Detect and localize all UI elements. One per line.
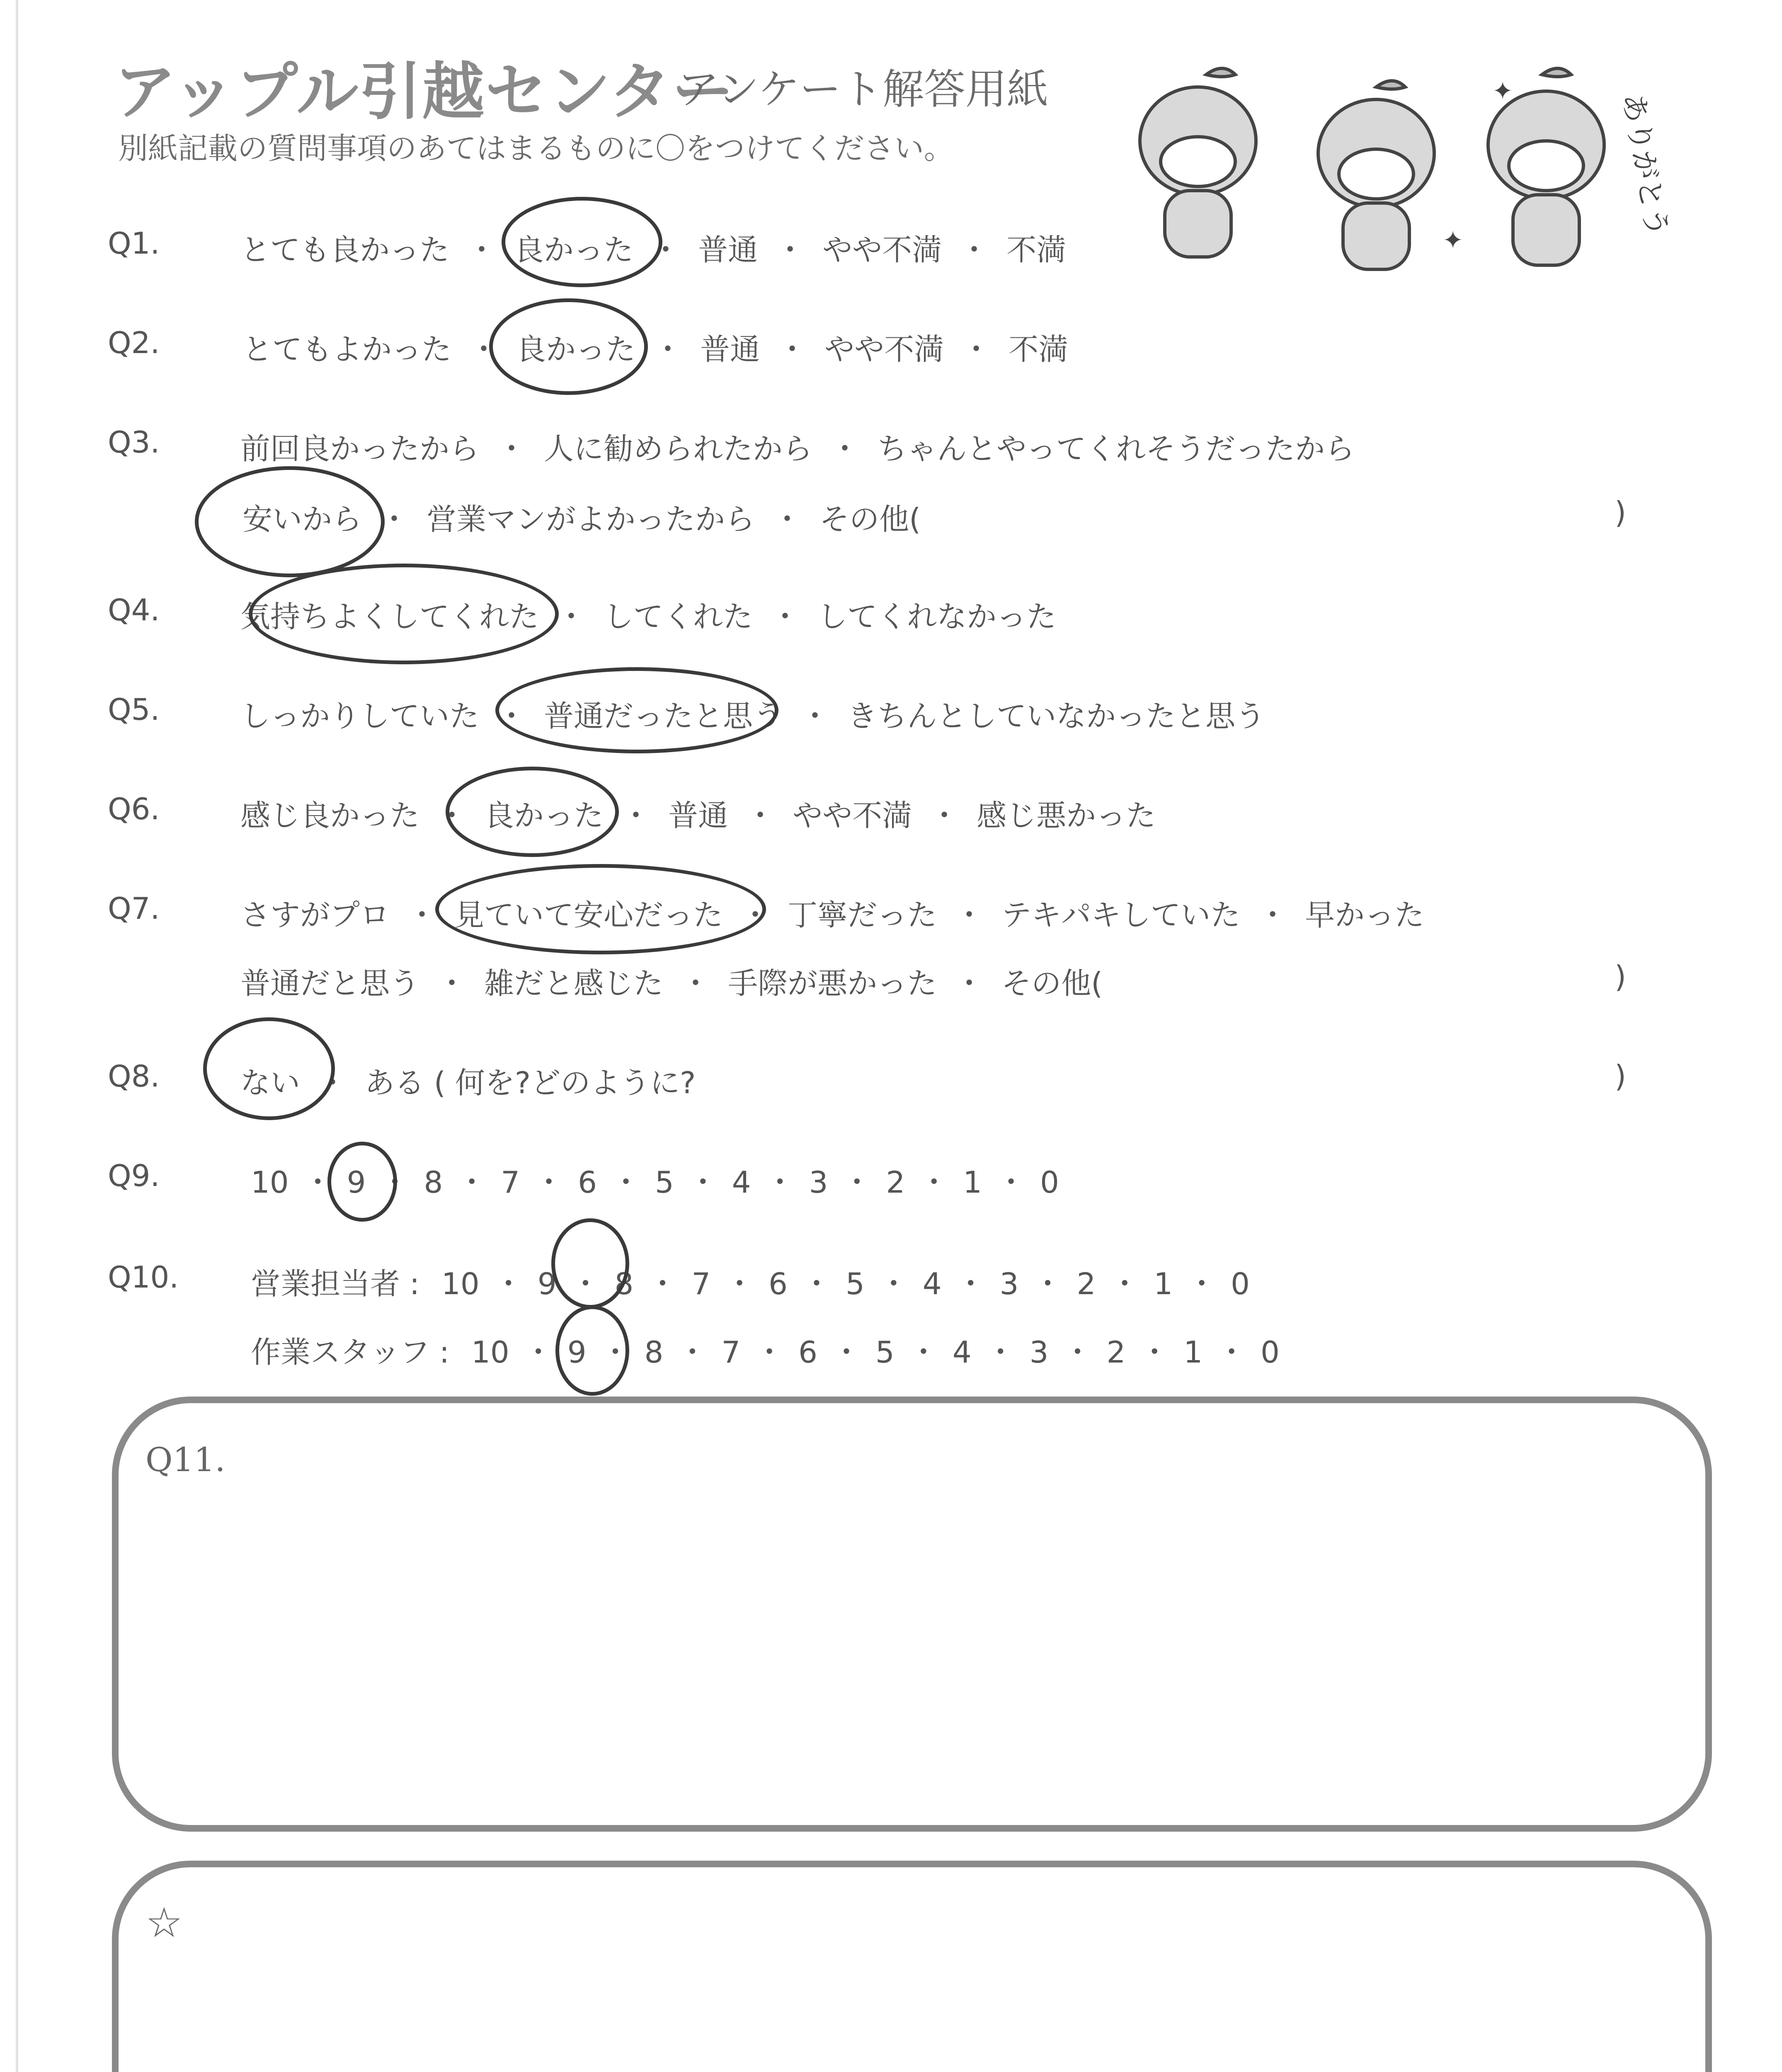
- q10-staff-label: 作業スタッフ :: [251, 1335, 450, 1370]
- q10-staff-score-1[interactable]: 1: [1183, 1335, 1203, 1370]
- q9-label: Q9.: [108, 1158, 160, 1193]
- q2-option-5[interactable]: 不満: [1009, 332, 1069, 367]
- q4-options: 気持ちよくしてくれた ・ してくれた ・ してくれなかった: [240, 593, 1056, 636]
- q1-option-5[interactable]: 不満: [1006, 232, 1067, 267]
- q10-sales-score-1[interactable]: 1: [1154, 1266, 1173, 1301]
- q9-score-6[interactable]: 6: [578, 1165, 597, 1200]
- q10-staff-score-10[interactable]: 10: [471, 1335, 509, 1370]
- q10-sales-score-8[interactable]: 8: [614, 1266, 634, 1301]
- q1-answer-circle: [502, 197, 662, 287]
- q8-options: ない ・ ある ( 何を?どのように?: [240, 1059, 696, 1102]
- q4-label: Q4.: [108, 593, 160, 627]
- q3-close-paren: ): [1615, 495, 1627, 530]
- q2-answer-circle: [489, 298, 648, 395]
- q7-option-4[interactable]: テキパキしていた: [1001, 898, 1241, 932]
- mascot-caption: ありがとう: [1616, 90, 1675, 240]
- q7-option-8[interactable]: 手際が悪かった: [728, 966, 937, 1001]
- q5-option-1[interactable]: しっかりしていた: [240, 699, 480, 733]
- q1-label: Q1.: [108, 226, 160, 261]
- q10-sales-label: 営業担当者 :: [251, 1266, 420, 1301]
- q6-option-4[interactable]: やや不満: [793, 798, 912, 833]
- q9-score-4[interactable]: 4: [732, 1165, 751, 1200]
- q2-option-2[interactable]: 良かった: [516, 332, 636, 367]
- q10-staff-score-9[interactable]: 9: [567, 1335, 587, 1370]
- q4-option-1[interactable]: 気持ちよくしてくれた: [240, 599, 539, 634]
- q10-staff-score-5[interactable]: 5: [875, 1335, 895, 1370]
- q7-option-6[interactable]: 普通だと思う: [240, 966, 420, 1001]
- q5-option-2[interactable]: 普通だったと思う: [544, 699, 783, 733]
- q6-option-1[interactable]: 感じ良かった: [240, 798, 420, 833]
- mascot-illustration: [1127, 58, 1675, 282]
- q3-option-5[interactable]: 営業マンがよかったから: [427, 502, 755, 537]
- q10-staff-score-0[interactable]: 0: [1261, 1335, 1280, 1370]
- q8-option-2[interactable]: ある ( 何を?どのように?: [365, 1065, 696, 1100]
- q2-label: Q2.: [108, 325, 160, 360]
- q7-options-line1: さすがプロ ・ 見ていて安心だった ・ 丁寧だった ・ テキパキしていた ・ 早かった: [240, 891, 1424, 934]
- monkey-left-icon: [1140, 68, 1256, 257]
- q10-staff-score-8[interactable]: 8: [644, 1335, 664, 1370]
- q9-score-10[interactable]: 10: [251, 1165, 289, 1200]
- q9-answer-circle: [327, 1142, 397, 1222]
- q9-score-2[interactable]: 2: [886, 1165, 905, 1200]
- monkey-middle-icon: [1318, 81, 1434, 269]
- q10-staff-score-6[interactable]: 6: [798, 1335, 817, 1370]
- q7-option-2[interactable]: 見ていて安心だった: [454, 898, 723, 932]
- q4-option-3[interactable]: してくれなかった: [817, 599, 1057, 634]
- q4-option-2[interactable]: してくれた: [604, 599, 753, 634]
- q8-answer-circle: [203, 1017, 335, 1120]
- q10-staff-score-7[interactable]: 7: [721, 1335, 741, 1370]
- q2-option-3[interactable]: 普通: [700, 332, 760, 367]
- star-icon: ☆: [145, 1898, 183, 1947]
- q8-option-1[interactable]: ない: [240, 1065, 301, 1100]
- q2-options: とてもよかった ・ 良かった ・ 普通 ・ やや不満 ・ 不満: [242, 325, 1068, 368]
- q10-staff-score-3[interactable]: 3: [1029, 1335, 1049, 1370]
- q1-option-1[interactable]: とても良かった: [240, 232, 450, 267]
- q6-label: Q6.: [108, 792, 160, 826]
- q7-label: Q7.: [108, 891, 160, 926]
- q9-score-0[interactable]: 0: [1040, 1165, 1059, 1200]
- q5-label: Q5.: [108, 692, 160, 727]
- sparkle-icon: ✦: [1492, 77, 1513, 106]
- q10-sales-score-6[interactable]: 6: [769, 1266, 788, 1301]
- q10-sales-score-7[interactable]: 7: [691, 1266, 711, 1301]
- q4-answer-circle: [249, 564, 559, 664]
- q3-option-other[interactable]: その他(: [819, 502, 921, 537]
- q5-options: しっかりしていた ・ 普通だったと思う ・ きちんとしていなかったと思う: [240, 692, 1265, 735]
- q2-option-4[interactable]: やや不満: [824, 332, 944, 367]
- q7-option-7[interactable]: 雑だと感じた: [484, 966, 664, 1001]
- q9-score-5[interactable]: 5: [655, 1165, 674, 1200]
- q7-option-3[interactable]: 丁寧だった: [788, 898, 937, 932]
- q11-comment-box[interactable]: [112, 1397, 1712, 1832]
- q3-label: Q3.: [108, 425, 160, 460]
- q3-option-4[interactable]: 安いから: [242, 502, 362, 537]
- q7-option-1[interactable]: さすがプロ: [240, 898, 390, 932]
- q5-answer-circle: [495, 667, 778, 753]
- q3-options-line1: 前回良かったから ・ 人に勧められたから ・ ちゃんとやってくれそうだったから: [240, 425, 1355, 468]
- q8-close-paren: ): [1615, 1059, 1627, 1094]
- q3-options-line2: 安いから ・ 営業マンがよかったから ・ その他(: [242, 495, 921, 538]
- q10-staff-score-4[interactable]: 4: [952, 1335, 972, 1370]
- q9-score-3[interactable]: 3: [809, 1165, 828, 1200]
- q3-option-3[interactable]: ちゃんとやってくれそうだったから: [877, 431, 1355, 466]
- q1-options: とても良かった ・ 良かった ・ 普通 ・ やや不満 ・ 不満: [240, 226, 1066, 269]
- q7-option-5[interactable]: 早かった: [1305, 898, 1425, 932]
- q9-scale: 10 ・ 9 ・ 8 ・ 7 ・ 6 ・ 5 ・ 4 ・ 3 ・ 2 ・ 1 ・ 0: [251, 1165, 1059, 1200]
- q9-score-1[interactable]: 1: [963, 1165, 982, 1200]
- q9-score-8[interactable]: 8: [424, 1165, 443, 1200]
- q7-answer-circle: [435, 864, 766, 954]
- q10-sales-answer-circle: [551, 1218, 629, 1309]
- q6-option-3[interactable]: 普通: [668, 798, 728, 833]
- q10-sales-row: 営業担当者 : 10 ・ 9 ・ 8 ・ 7 ・ 6 ・ 5 ・ 4 ・ 3 ・ 2 ・ 1 ・ 0: [251, 1266, 1250, 1301]
- q6-option-2[interactable]: 良かった: [484, 798, 604, 833]
- instructions: 別紙記載の質問事項のあてはまるものに〇をつけてください。: [118, 131, 954, 166]
- q10-sales-score-2[interactable]: 2: [1076, 1266, 1096, 1301]
- form-subtitle: アンケート解答用紙: [678, 65, 1048, 114]
- star-comment-box[interactable]: [112, 1861, 1712, 2072]
- q1-option-4[interactable]: やや不満: [822, 232, 942, 267]
- q10-sales-score-10[interactable]: 10: [441, 1266, 480, 1301]
- sparkle-icon: ✦: [1443, 226, 1464, 255]
- q10-sales-score-4[interactable]: 4: [922, 1266, 942, 1301]
- q1-option-2[interactable]: 良かった: [514, 232, 634, 267]
- q10-label: Q10.: [108, 1260, 179, 1295]
- q3-option-2[interactable]: 人に勧められたから: [544, 431, 813, 466]
- q7-option-other[interactable]: その他(: [1001, 966, 1103, 1001]
- q11-label: Q11.: [145, 1440, 225, 1479]
- brand-title: アップル引越センター: [114, 56, 735, 128]
- q3-answer-circle: [195, 466, 385, 577]
- q10-sales-score-0[interactable]: 0: [1231, 1266, 1250, 1301]
- scan-edge: [16, 0, 18, 2072]
- q7-options-line2: 普通だと思う ・ 雑だと感じた ・ 手際が悪かった ・ その他(: [240, 959, 1103, 1002]
- q10-staff-row: 作業スタッフ : 10 ・ 9 ・ 8 ・ 7 ・ 6 ・ 5 ・ 4 ・ 3 ・ 2 ・ 1 ・ 0: [251, 1335, 1280, 1370]
- q9-score-9[interactable]: 9: [347, 1165, 366, 1200]
- q6-option-5[interactable]: 感じ悪かった: [977, 798, 1156, 833]
- q10-sales-score-3[interactable]: 3: [999, 1266, 1019, 1301]
- q6-options: 感じ良かった ・ 良かった ・ 普通 ・ やや不満 ・ 感じ悪かった: [240, 792, 1156, 835]
- q5-option-3[interactable]: きちんとしていなかったと思う: [847, 699, 1266, 733]
- q8-label: Q8.: [108, 1059, 160, 1094]
- q7-close-paren: ): [1615, 959, 1627, 994]
- q10-staff-answer-circle: [555, 1305, 629, 1396]
- q10-sales-score-5[interactable]: 5: [846, 1266, 865, 1301]
- q9-score-7[interactable]: 7: [501, 1165, 520, 1200]
- q6-answer-circle: [446, 767, 619, 857]
- q3-option-1[interactable]: 前回良かったから: [240, 431, 480, 466]
- q2-option-1[interactable]: とてもよかった: [242, 332, 452, 367]
- q1-option-3[interactable]: 普通: [698, 232, 758, 267]
- q10-staff-score-2[interactable]: 2: [1106, 1335, 1126, 1370]
- q10-sales-score-9[interactable]: 9: [537, 1266, 557, 1301]
